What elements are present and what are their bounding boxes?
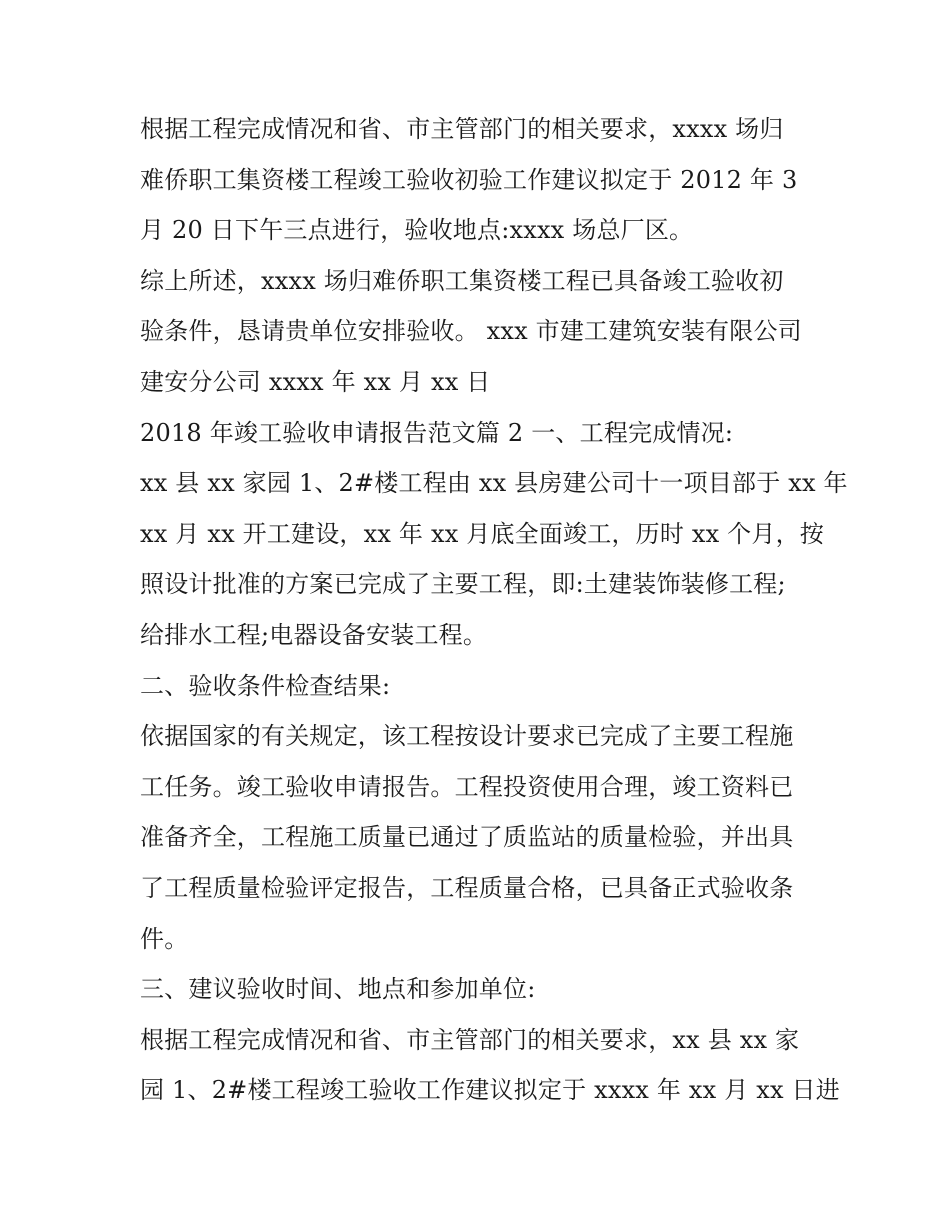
text-line: 建安分公司 xxxx 年 xx 月 xx 日 [140,367,491,396]
text-line: xx 县 xx 家园 1、2#楼工程由 xx 县房建公司十一项目部于 xx 年 [140,469,848,498]
text-line: 园 1、2#楼工程竣工验收工作建议拟定于 xxxx 年 xx 月 xx 日进 [140,1076,840,1105]
text-line: 月 20 日下午三点进行，验收地点:xxxx 场总厂区。 [140,216,694,245]
section-heading: 2018 年竣工验收申请报告范文篇 2 一、工程完成情况: [140,418,734,447]
text-line: xx 月 xx 开工建设，xx 年 xx 月底全面竣工，历时 xx 个月，按 [140,519,824,548]
section-heading: 三、建议验收时间、地点和参加单位: [140,975,536,1004]
text-line: 件。 [140,924,189,953]
text-line: 依据国家的有关规定，该工程按设计要求已完成了主要工程施 [140,722,794,751]
text-line: 难侨职工集资楼工程竣工验收初验工作建议拟定于 2012 年 3 [140,165,798,194]
text-line: 根据工程完成情况和省、市主管部门的相关要求，xx 县 xx 家 [140,1025,800,1054]
text-line: 验条件，恳请贵单位安排验收。 xxx 市建工建筑安装有限公司 [140,317,802,346]
text-line: 工任务。竣工验收申请报告。工程投资使用合理，竣工资料已 [140,772,794,801]
text-line: 准备齐全，工程施工质量已通过了质监站的质量检验，并出具 [140,823,794,852]
text-line: 了工程质量检验评定报告，工程质量合格，已具备正式验收条 [140,873,794,902]
text-line: 综上所述，xxxx 场归难侨职工集资楼工程已具备竣工验收初 [140,266,784,295]
section-heading: 二、验收条件检查结果: [140,671,391,700]
text-line: 给排水工程;电器设备安装工程。 [140,620,488,649]
document-body [140,104,848,1116]
text-line: 根据工程完成情况和省、市主管部门的相关要求，xxxx 场归 [140,115,784,143]
text-line: 照设计批准的方案已完成了主要工程，即:土建装饰装修工程; [140,570,786,599]
